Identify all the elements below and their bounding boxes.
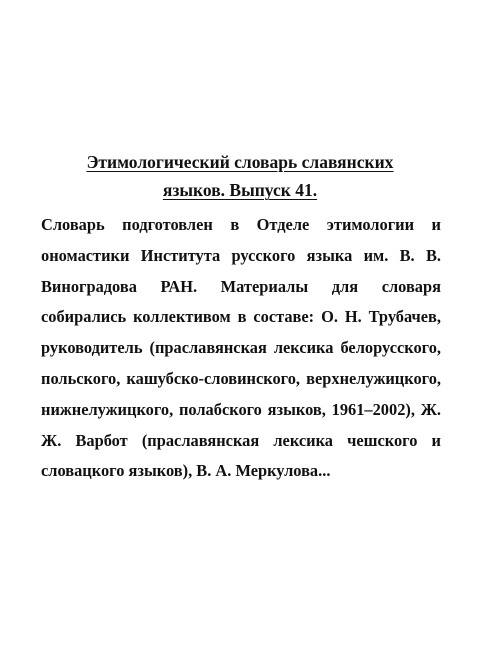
title-line-1: Этимологический словарь славянских — [86, 152, 394, 172]
document-body — [41, 210, 441, 487]
body-line: Меркулова... — [235, 461, 331, 481]
body-line: лексика чешского и словацкого языков), В. А. — [41, 430, 441, 481]
document-title — [66, 148, 414, 204]
body-line: руководитель (праславянская лексика — [41, 338, 334, 358]
body-line: языков, 1961–2002), Ж. Ж. Варбот (праславянская — [41, 399, 441, 450]
body-line: ономастики Института русского языка им. В. В. — [41, 245, 441, 265]
title-line-2: языков. Выпуск 41. — [162, 180, 318, 200]
body-line: верхнелужицкого, нижнелужицкого, полабского — [41, 368, 441, 419]
body-line: белорусского, польского, кашубско-словинского, — [41, 338, 441, 388]
body-line: Словарь подготовлен в Отделе этимологии и — [41, 215, 441, 234]
body-line: собирались коллективом в составе: О. Н. Трубачев, — [41, 307, 441, 327]
body-line: Виноградова РАН. Материалы для словаря — [41, 276, 441, 296]
